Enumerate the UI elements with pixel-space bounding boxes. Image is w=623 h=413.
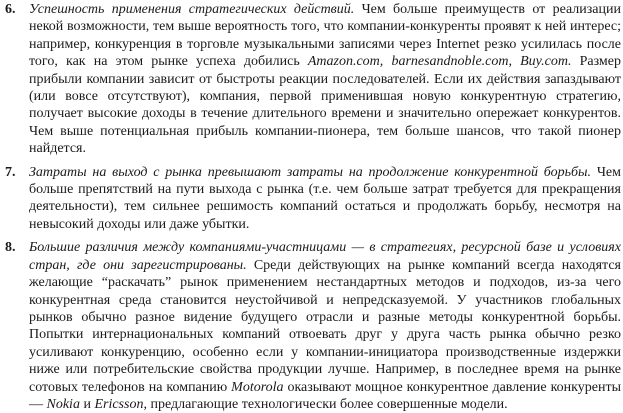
company-name: Ericsson <box>94 396 144 412</box>
item-number: 8. <box>5 240 16 256</box>
item-text <box>29 1 621 158</box>
list-item-8 <box>5 239 621 413</box>
text-segment: Размер прибыли компании зависит от быстроты реакции последователей. Если их действия запаздывают (или вовсе отсутствуют), компания, первой применившая новую конкурентную стратегию, получает высокие доходы в течение длительного времени и значительно опережает конкурентов. Чем выше потенциальная прибыль компании-пионера, тем больше шансов, что такой пионер найдется. <box>29 54 622 157</box>
company-name: Motorola <box>231 379 284 395</box>
item-lead: Большие различия между компаниями-участницами — в стратегиях, ресурсной базе и условиях стран, где они зарегистрированы. <box>29 240 621 273</box>
company-names: Amazon.com, barnesandnoble.com, Buy.com. <box>307 54 572 70</box>
list-item-7 <box>5 164 621 234</box>
text-segment: , предлагающие технологически более совершенные модели. <box>143 396 508 412</box>
item-number: 6. <box>5 2 16 17</box>
item-lead: Затраты на выход с рынка превышают затраты на продолжение конкурентной борьбы. <box>29 164 592 180</box>
text-segment: оказывают мощное конкурентное давление конкуренты — <box>29 379 621 412</box>
text-segment: и <box>79 396 95 412</box>
item-text <box>29 164 621 234</box>
item-lead: Успешность применения стратегических действий. <box>29 2 355 17</box>
item-text <box>29 239 621 413</box>
list-item-6 <box>5 1 621 158</box>
item-number: 7. <box>5 164 16 180</box>
text-segment: Чем больше препятствий на пути выхода с рынка (т.е. чем больше затрат требуется для прекращения деятельности), тем сильнее решимость компаний остаться и продолжать борьбу, несмотря на невысокий доходы или даже убытки. <box>29 164 622 232</box>
text-segment: Среди действующих на рынке компаний всегда находятся желающие “раскачать” рынок применением нестандартных методов и подходов, из-за чего конкурентная среда становится неустойчивой и непредсказуемой. У участников глобальных рынков обычно разное видение будущего отрасли и разные методы конкурентной борьбы. Попытки интернациональных компаний отвоевать друг у друга часть рынка обычно резко усиливают конкуренцию, особенно если у компании-инициатора производственные издержки ниже или потребительские свойства продукции лучше. Например, в последнее время на рынке сотовых телефонов на компанию <box>29 257 622 395</box>
text-segment: Чем больше преимуществ от реализации некой возможности, тем выше вероятность того, что компании-конкуренты проявят к ней интерес; например, конкуренция в торговле музыкальными записями через Internet резко усилилась после того, как на этом рынке успеха добились <box>29 2 621 70</box>
company-name: Nokia <box>46 396 80 412</box>
